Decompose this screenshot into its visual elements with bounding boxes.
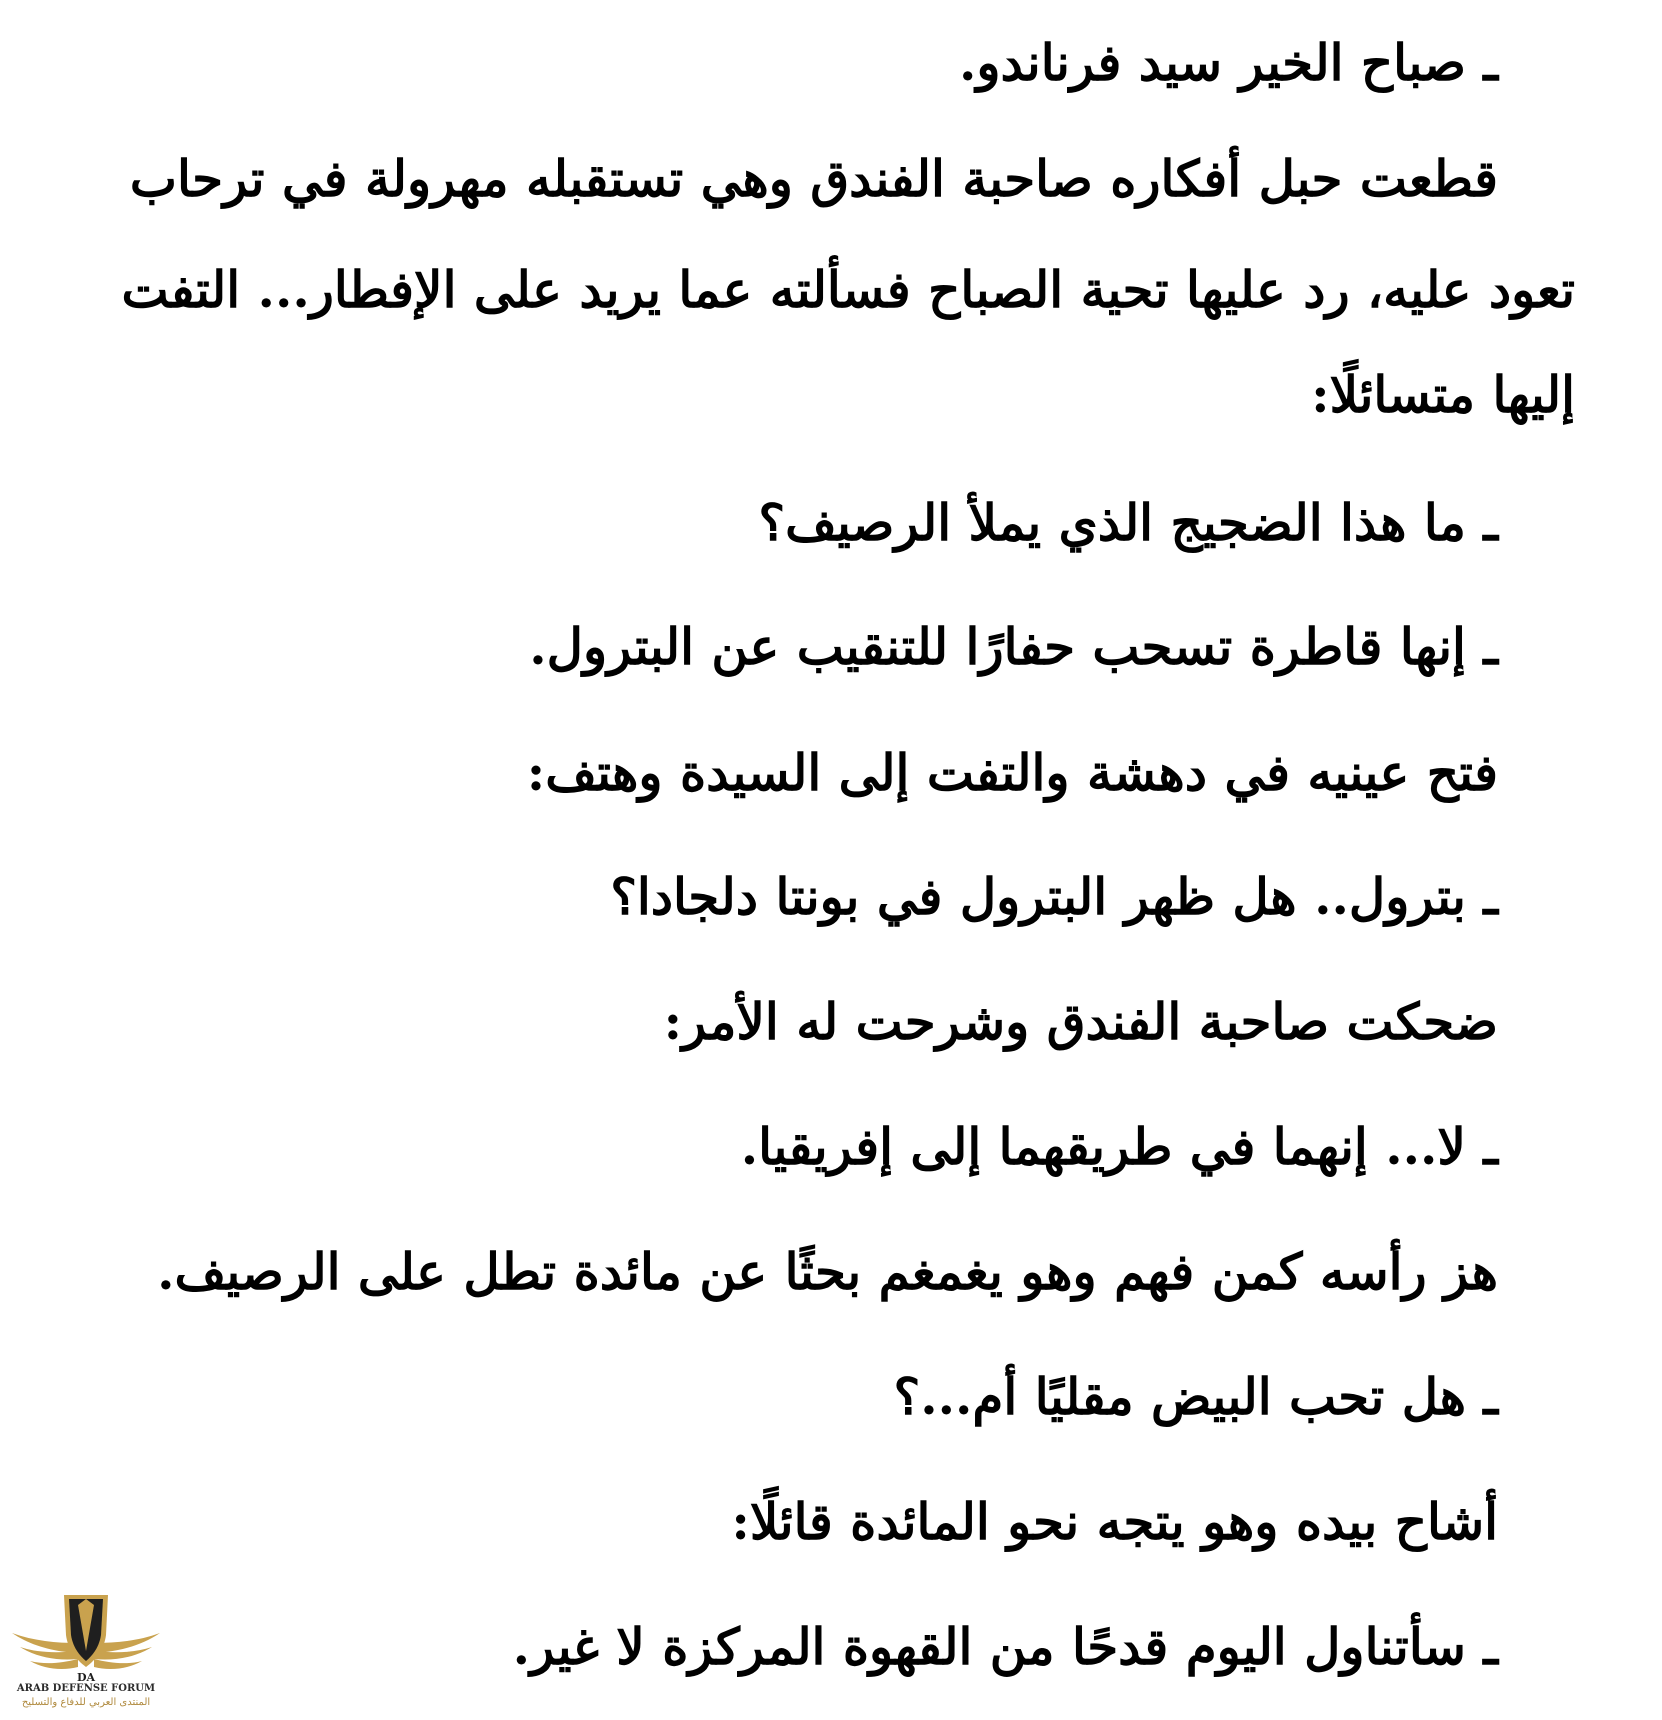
text-line-4: إليها متسائلًا: (1311, 365, 1575, 424)
winged-shield-icon (6, 1585, 166, 1685)
text-line-11: هز رأسه كمن فهم وهو يغمغم بحثًا عن مائدة تطل على الرصيف. (157, 1242, 1498, 1301)
text-line-8: ـ بترول.. هل ظهر البترول في بونتا دلجادا؟ (610, 867, 1498, 926)
text-line-9: ضحكت صاحبة الفندق وشرحت له الأمر: (663, 992, 1498, 1051)
logo-monogram: DA (76, 1671, 96, 1684)
logo-name-ar: المنتدى العربي للدفاع والتسليح (21, 1697, 151, 1708)
text-line-12: ـ هل تحب البيض مقليًا أم...؟ (893, 1367, 1498, 1426)
logo-name-en: ARAB DEFENSE FORUM (16, 1683, 156, 1694)
text-line-10: ـ لا... إنهما في طريقهما إلى إفريقيا. (740, 1117, 1498, 1176)
text-line-2: قطعت حبل أفكاره صاحبة الفندق وهي تستقبله مهرولة في ترحاب (129, 149, 1498, 208)
text-line-7: فتح عينيه في دهشة والتفت إلى السيدة وهتف: (526, 743, 1498, 802)
text-line-1: ـ صباح الخير سيد فرناندو. (959, 33, 1498, 92)
text-line-13: أشاح بيده وهو يتجه نحو المائدة قائلًا: (731, 1492, 1498, 1551)
text-line-5: ـ ما هذا الضجيج الذي يملأ الرصيف؟ (758, 493, 1498, 552)
text-line-6: ـ إنها قاطرة تسحب حفارًا للتنقيب عن البترول. (529, 617, 1498, 676)
forum-logo (6, 1585, 166, 1717)
text-line-14: ـ سأتناول اليوم قدحًا من القهوة المركزة لا غير. (512, 1617, 1498, 1676)
text-line-3: تعود عليه، رد عليها تحية الصباح فسألته عما يريد على الإفطار... التفت (121, 260, 1575, 319)
